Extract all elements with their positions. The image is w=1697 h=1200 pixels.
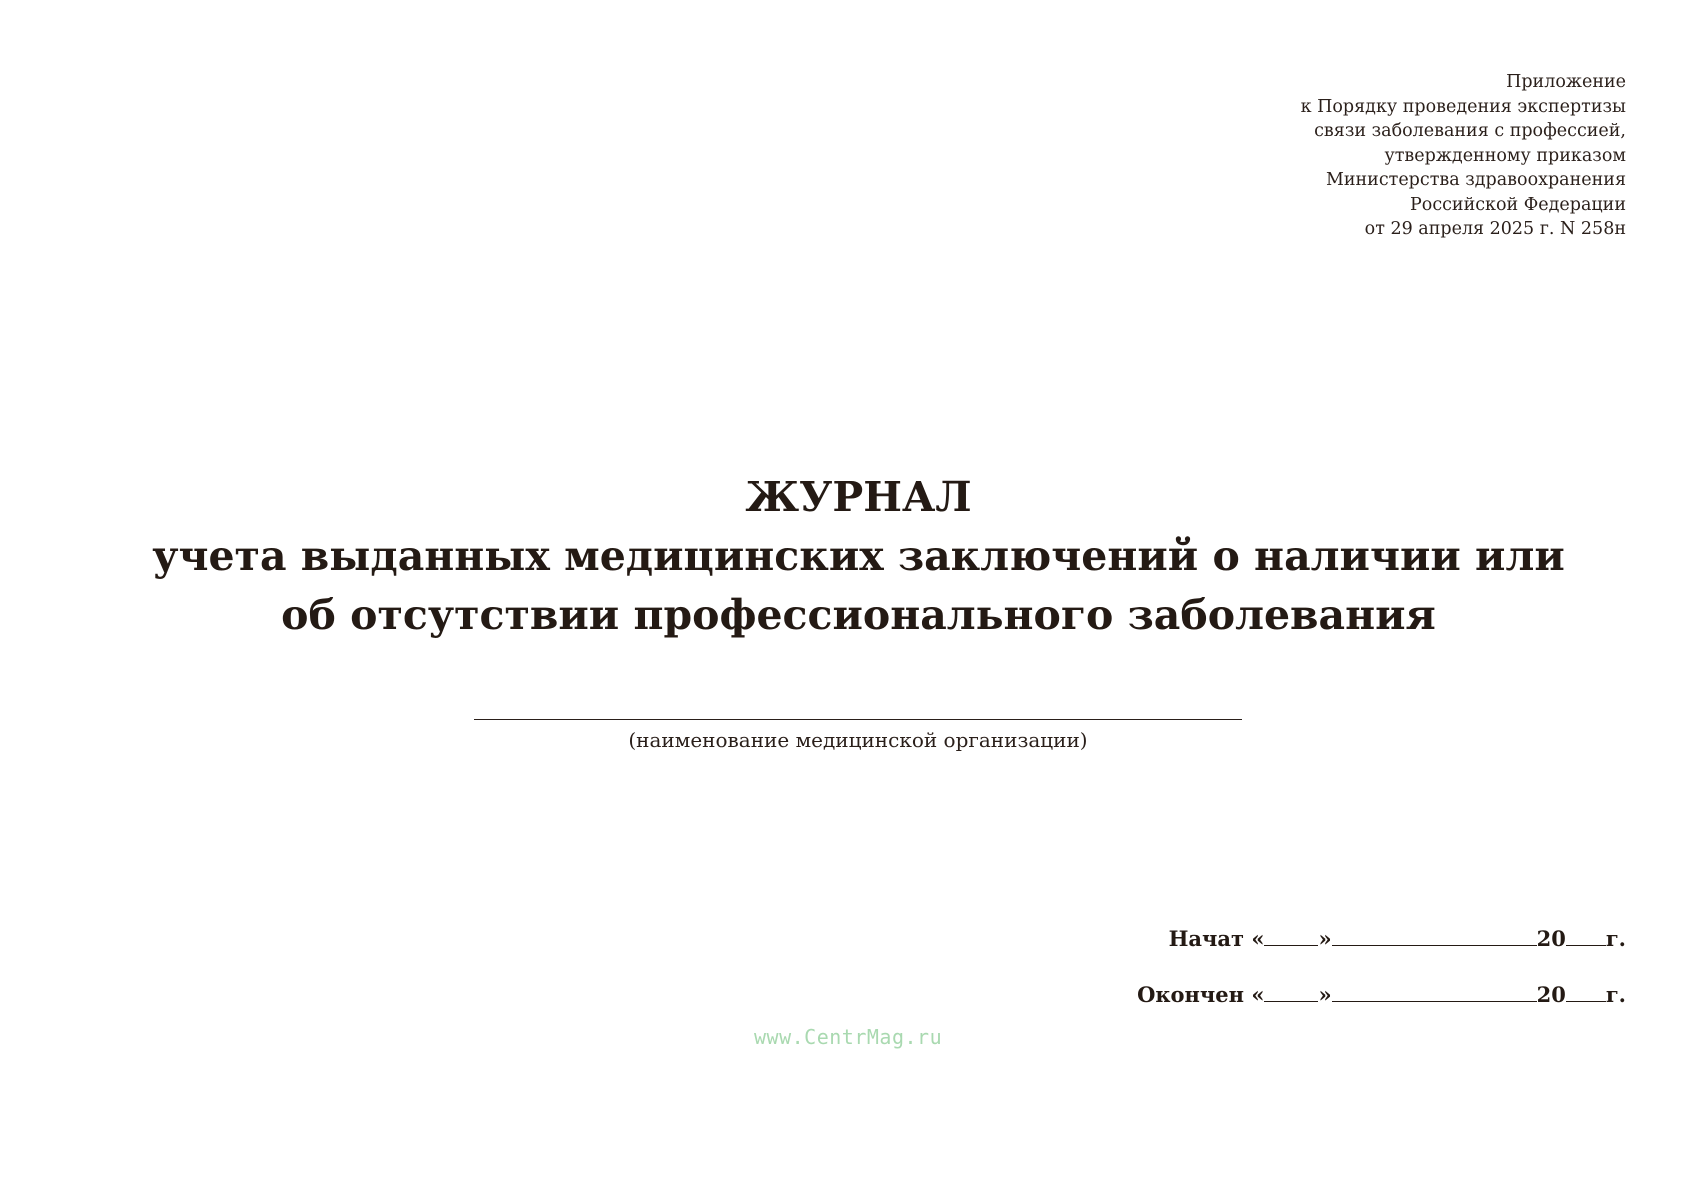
appendix-line: Российской Федерации [1410, 194, 1626, 215]
document-title [0, 468, 1697, 645]
appendix-line: утвержденному приказом [1384, 145, 1626, 166]
ended-year-blank [1566, 983, 1606, 1002]
year-prefix: 20 [1536, 982, 1566, 1007]
organization-name-line [474, 719, 1242, 720]
started-day-blank [1264, 927, 1318, 946]
appendix-line: связи заболевания с профессией, [1314, 121, 1626, 141]
organization-caption: (наименование медицинской организации) [628, 728, 1088, 752]
quote-close: » [1318, 982, 1332, 1007]
year-prefix: 20 [1536, 926, 1566, 951]
year-suffix: г. [1605, 926, 1626, 951]
started-month-blank [1332, 927, 1537, 946]
ended-day-blank [1264, 983, 1318, 1002]
appendix-line: от 29 апреля 2025 г. N 258н [1364, 219, 1626, 239]
quote-close: » [1318, 926, 1332, 951]
appendix-line: Министерства здравоохранения [1325, 170, 1626, 190]
year-suffix: г. [1605, 982, 1626, 1007]
title-subheading-line-1: учета выданных медицинских заключений о наличии или [152, 532, 1565, 580]
appendix-line: к Порядку проведения экспертизы [1300, 96, 1626, 117]
ended-label: Окончен « [1137, 982, 1265, 1007]
title-subheading-line-2: об отсутствии профессионального заболевания [281, 591, 1436, 639]
started-date-row [1137, 926, 1626, 982]
dates-block [1137, 926, 1626, 1038]
ended-date-row [1137, 982, 1626, 1038]
started-label: Начат « [1168, 926, 1265, 951]
title-heading: ЖУРНАЛ [745, 473, 972, 521]
appendix-block [1301, 70, 1626, 242]
appendix-line: Приложение [1506, 72, 1626, 92]
ended-month-blank [1332, 983, 1537, 1002]
watermark: www.CentrMag.ru [754, 1025, 943, 1049]
started-year-blank [1566, 927, 1606, 946]
